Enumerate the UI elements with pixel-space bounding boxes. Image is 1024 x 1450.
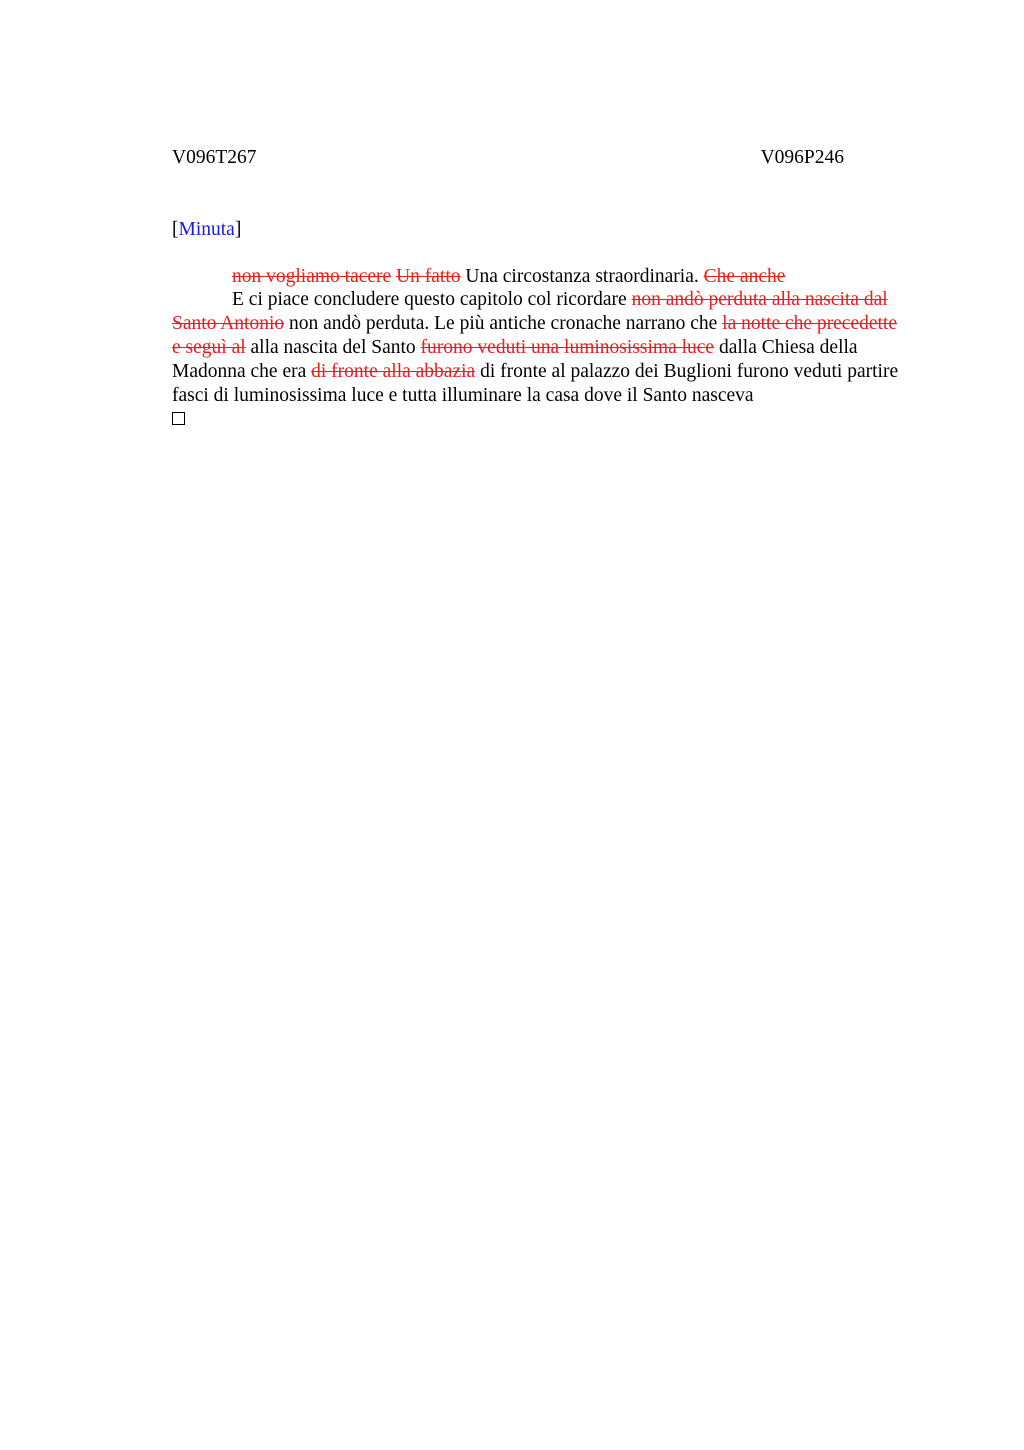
paragraph-2 bbox=[172, 288, 902, 407]
text-segment: dalla Chiesa della Madonna che era bbox=[172, 336, 858, 382]
paragraph-1 bbox=[172, 265, 902, 289]
text-segment: alla nascita del Santo bbox=[245, 336, 421, 358]
document-page bbox=[172, 146, 902, 425]
document-code-right: V096P246 bbox=[760, 147, 844, 168]
minuta-link[interactable]: Minuta bbox=[178, 218, 235, 240]
deleted-text: Che anche bbox=[703, 265, 786, 287]
deleted-text: Un fatto bbox=[396, 265, 461, 287]
text-segment: E ci piace concludere questo capitolo col ricordare bbox=[232, 289, 632, 311]
close-bracket: ] bbox=[234, 218, 242, 240]
document-code-left: V096T267 bbox=[172, 147, 257, 168]
deleted-text: di fronte alla abbazia bbox=[311, 360, 476, 382]
text-segment: Una circostanza straordinaria. bbox=[460, 265, 704, 287]
deleted-text: la notte che precedette e seguì al bbox=[172, 313, 898, 358]
deleted-text: non andò perduta alla nascita dal Santo Antonio bbox=[172, 289, 888, 335]
end-square-icon bbox=[172, 412, 185, 425]
open-bracket: [ bbox=[172, 218, 179, 240]
text-segment: non andò perduta. Le più antiche cronache narrano che bbox=[284, 313, 723, 335]
deleted-text: furono veduti una luminosissima luce bbox=[420, 336, 715, 358]
section-label bbox=[172, 218, 902, 242]
text-segment: di fronte al palazzo dei Buglioni furono veduti partire fasci di luminosissima luce e tutta illuminare la casa dove il Santo nasceva bbox=[172, 360, 899, 406]
document-header bbox=[172, 146, 844, 170]
deleted-text: non vogliamo tacere bbox=[232, 265, 392, 287]
body-text bbox=[172, 265, 902, 426]
